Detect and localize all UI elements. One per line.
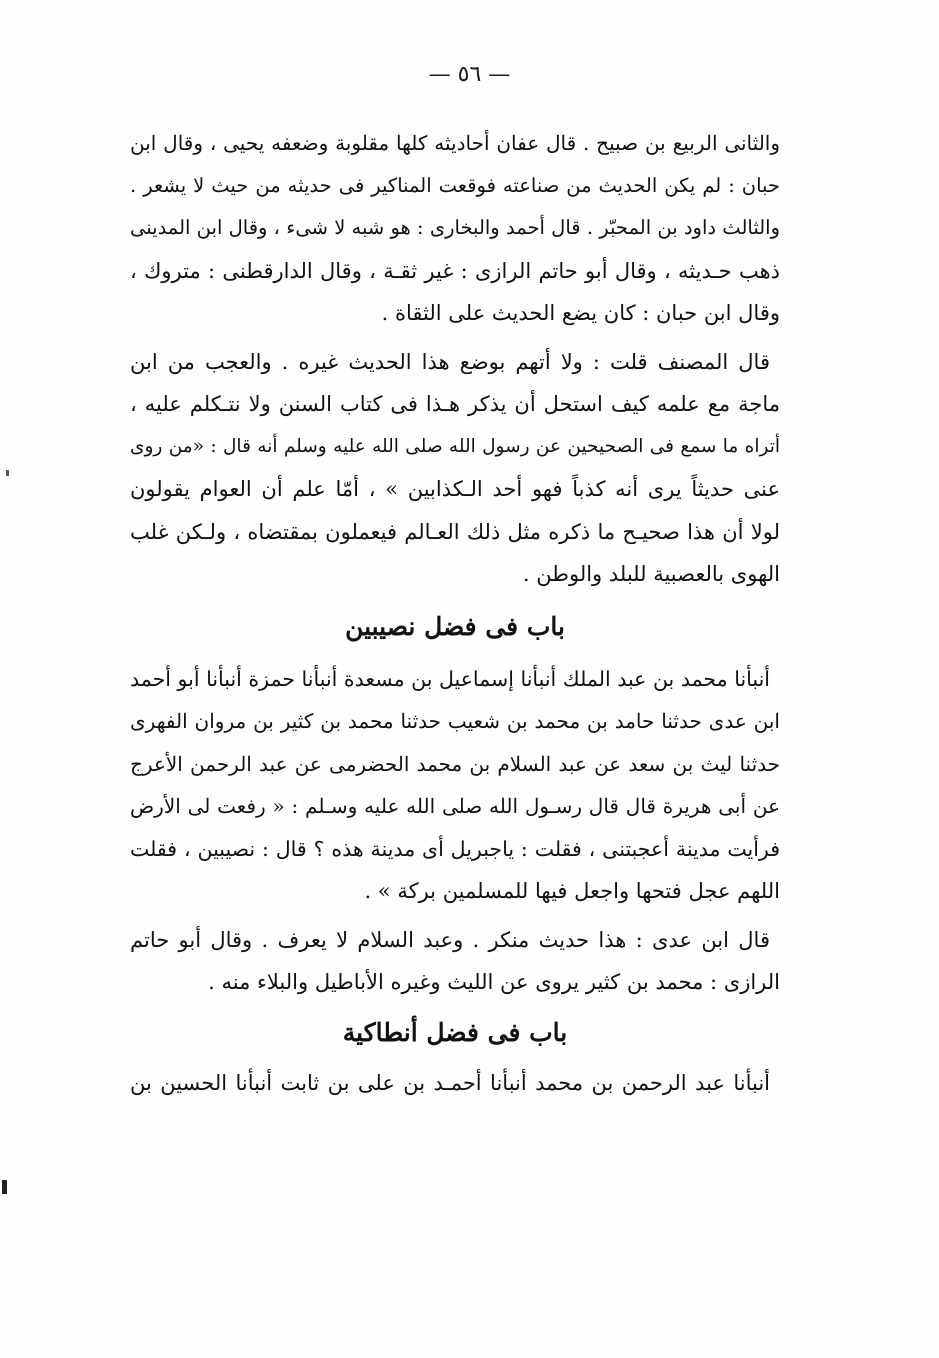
- text-line: قال ابن عدى : هذا حديث منكر . وعبد السلام لا يعرف . وقال أبو حاتم: [130, 927, 770, 952]
- text-line: عن أبى هريرة قال قال رسـول الله صلى الله عليه وسـلم : « رفعت لى الأرض: [130, 794, 780, 818]
- text-line: لولا أن هذا صحيـح ما ذكره مثل ذلك العـالم فيعملون بمقتضاه ، ولـكن غلب: [130, 519, 780, 544]
- page-number: — ٥٦ —: [428, 62, 511, 87]
- text-line: وقال ابن حبان : كان يضع الحديث على الثقاة .: [381, 301, 780, 325]
- text-line: أتراه ما سمع فى الصحيحين عن رسول الله صلى الله عليه وسلم أنه قال : «من روى: [130, 435, 780, 457]
- text-line: والثانى الربيع بن صبيح . قال عفان أحاديثه كلها مقلوبة وضعفه يحيى ، وقال ابن: [130, 131, 780, 155]
- scan-margin-mark: [2, 1180, 7, 1194]
- paragraph: [130, 919, 780, 1004]
- text-line: الرازى : محمد بن كثير يروى عن الليث وغيره الأباطيل والبلاء منه .: [208, 970, 780, 994]
- paragraph: [130, 122, 780, 335]
- text-line: ماجة مع علمه كيف استحل أن يذكر هـذا فى كتاب السنن ولا نتـكلم عليه ،: [130, 392, 780, 416]
- text-line: والثالث داود بن المحبّر . قال أحمد والبخارى : هو شبه لا شىء ، وقال ابن المدينى: [130, 216, 780, 239]
- text-line: عنى حديثاً يرى أنه كذباً فهو أحد الـكذابين » ، أمّا علم أن العوام يقولون: [130, 477, 780, 501]
- text-line: حبان : لم يكن الحديث من صناعته فوقعت المناكير فى حديثه من حيث لا يشعر .: [130, 173, 780, 197]
- section-heading: باب فى فضل أنطاكية: [342, 1017, 568, 1047]
- text-line: ابن عدى حدثنا حامد بن محمد بن شعيب حدثنا محمد بن كثير بن مروان الفهرى: [130, 709, 780, 733]
- scan-margin-mark: [6, 470, 9, 476]
- paragraph: [130, 341, 780, 596]
- section-heading: باب فى فضل نصيبين: [345, 611, 565, 641]
- text-line: أنبأنا عبد الرحمن بن محمد أنبأنا أحمـد بن على بن ثابت أنبأنا الحسين بن: [130, 1070, 770, 1095]
- text-line: قال المصنف قلت : ولا أتهم بوضع هذا الحديث غيره . والعجب من ابن: [130, 349, 770, 374]
- text-line: ذهب حـديثه ، وقال أبو حاتم الرازى : غير ثقـة ، وقال الدارقطنى : متروك ،: [130, 258, 780, 283]
- text-line: اللهم عجل فتحها واجعل فيها للمسلمين بركة » .: [364, 879, 780, 903]
- text-line: حدثنا ليث بن سعد عن عبد السلام بن محمد الحضرمى عن عبد الرحمن الأعرج: [130, 751, 780, 776]
- text-line: الهوى بالعصبية للبلد والوطن .: [522, 562, 780, 586]
- text-line: أنبأنا محمد بن عبد الملك أنبأنا إسماعيل بن مسعدة أنبأنا حمزة أنبأنا أبو أحمد: [130, 666, 770, 691]
- paragraph: [130, 658, 780, 913]
- paragraph: [130, 1062, 780, 1105]
- text-line: فرأيت مدينة أعجبتنى ، فقلت : ياجبريل أى مدينة هذه ؟ قال : نصيبين ، فقلت: [130, 836, 780, 861]
- page-body: [130, 122, 780, 1104]
